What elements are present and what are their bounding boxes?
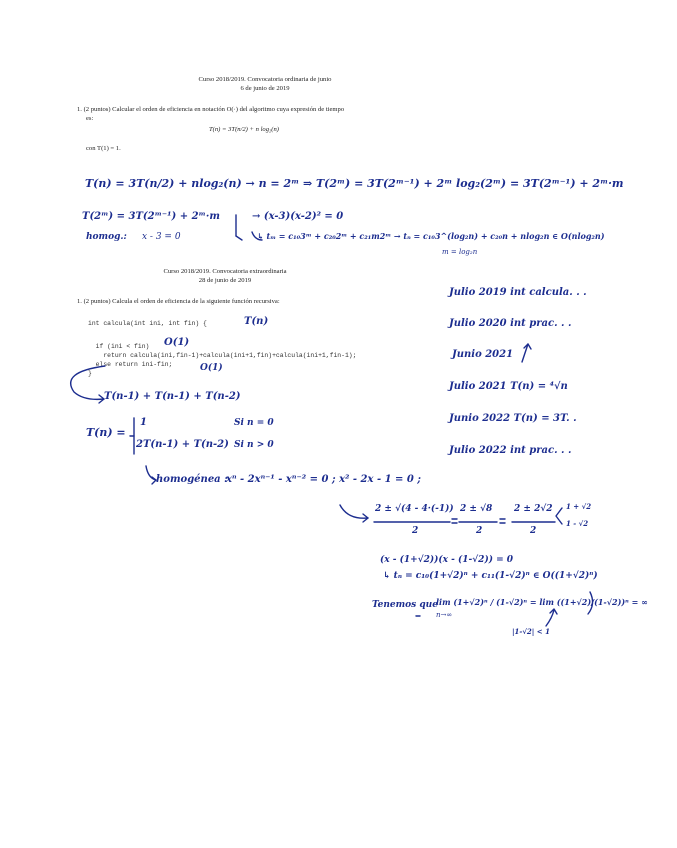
hook-arrow-2 <box>146 466 156 480</box>
notes2-sum: T(n-1) + T(n-1) + T(n-2) <box>104 391 241 402</box>
notes1-line2-arrow: → (x-3)(x-2)² = 0 <box>252 211 344 222</box>
notes2-homog-label: homogénea : <box>156 474 228 485</box>
code-line-1: int calcula(int ini, int fin) { <box>88 320 207 327</box>
code-tn-mark: T(n) <box>244 316 269 327</box>
code-o1-mark-a: O(1) <box>164 337 190 348</box>
notes1-homog-eq: x - 3 = 0 <box>142 232 181 242</box>
exam2-question: 1. (2 puntos) Calcula el orden de eficiencia de la siguiente función recursiva: <box>77 298 280 305</box>
code-line-4: return calcula(ini,fin-1)+calcula(ini+1,fin)+calcula(ini+1,fin-1); <box>88 352 357 359</box>
notes2-case2-value: 2T(n-1) + T(n-2) <box>136 439 229 450</box>
notes1-m-note: m = log₂n <box>442 248 478 256</box>
hook-arrow-3 <box>340 505 368 518</box>
exam1-condition: con T(1) = 1. <box>86 145 121 152</box>
notes1-solution: ↳ tₘ = c₁₀3ᵐ + c₂₀2ᵐ + c₂₁m2ᵐ → tₙ = c₁₀3^(log₂n) + c₂₀n + nlog₂n ∈ O(nlog₂n) <box>257 231 605 241</box>
side-note-3: Junio 2021 <box>452 349 514 360</box>
notes2-case1-value: 1 <box>140 417 147 428</box>
notes2-factored: (x - (1+√2))(x - (1-√2)) = 0 <box>380 555 514 565</box>
side-arrow-head <box>524 344 531 349</box>
exam1-question-cont: es: <box>86 115 94 122</box>
side-note-4: Julio 2021 T(n) = ⁴√n <box>449 381 568 392</box>
code-line-6: } <box>88 370 92 377</box>
notes2-homog-eq: xⁿ - 2xⁿ⁻¹ - xⁿ⁻² = 0 ; x² - 2x - 1 = 0 ; <box>226 474 421 485</box>
side-note-2: Julio 2020 int prac. . . <box>449 318 572 329</box>
brace-1-hook <box>236 236 242 240</box>
notes2-case1-cond: Si n = 0 <box>234 418 274 428</box>
code-line-3: if (ini < fin) <box>88 343 150 350</box>
side-note-6: Julio 2022 int prac. . . <box>449 445 572 456</box>
exam2-heading-line1: Curso 2018/2019. Convocatoria extraordinaria <box>163 268 287 275</box>
notes2-solution: ↳ tₙ = c₁₀(1+√2)ⁿ + c₁₁(1-√2)ⁿ ∈ O((1+√2)ⁿ) <box>383 571 598 581</box>
quad2-num: 2 ± √8 <box>460 504 493 514</box>
notes2-case2-cond: Si n > 0 <box>234 440 274 450</box>
root-plus: 1 + √2 <box>566 502 592 511</box>
exam2-heading-line2: 28 de junio de 2019 <box>198 277 252 284</box>
side-note-1: Julio 2019 int calcula. . . <box>449 287 587 298</box>
notes1-homog-label: homog.: <box>86 232 127 242</box>
limit-expr: lim (1+√2)ⁿ / (1-√2)ⁿ = lim ((1+√2)/(1-√2))ⁿ = ∞ <box>436 597 648 607</box>
notes2-piecewise-lhs: T(n) = <box>86 426 126 439</box>
code-line-5: else return ini-fin; <box>88 361 173 368</box>
quad3-den: 2 <box>530 526 537 536</box>
limit-sub: n→∞ <box>436 611 453 619</box>
exam1-heading-line1: Curso 2018/2019. Convocatoria ordinaria de junio <box>198 76 332 83</box>
hook-arrow-3-head <box>363 514 368 522</box>
exam1-formula: T(n) = 3T(n/2) + n log₂(n) <box>209 126 279 133</box>
quad1-den: 2 <box>412 526 419 536</box>
limit-note-arrow <box>546 610 554 626</box>
notes1-line2: T(2ᵐ) = 3T(2ᵐ⁻¹) + 2ᵐ·m <box>82 211 220 222</box>
side-note-5: Junio 2022 T(n) = 3T. . <box>449 413 577 424</box>
exam1-question: 1. (2 puntos) Calcular el orden de eficiencia en notación O(·) del algoritmo cuya expresión de tiempo <box>77 106 345 113</box>
quad3-num: 2 ± 2√2 <box>514 504 553 514</box>
side-arrow <box>522 344 528 362</box>
roots-bracket <box>556 508 562 524</box>
code-o1-mark-b: O(1) <box>200 363 223 373</box>
limit-intro: Tenemos que <box>372 600 438 610</box>
exam1-heading-line2: 6 de junio de 2019 <box>240 85 290 92</box>
limit-note: |1-√2| < 1 <box>512 627 550 636</box>
notes1-line1: T(n) = 3T(n/2) + nlog₂(n) → n = 2ᵐ ⇒ T(2ᵐ) = 3T(2ᵐ⁻¹) + 2ᵐ log₂(2ᵐ) = 3T(2ᵐ⁻¹) + 2ᵐ·m <box>85 177 624 190</box>
limit-note-arrow-head <box>550 609 557 614</box>
quad2-den: 2 <box>476 526 483 536</box>
quad1-num: 2 ± √(4 - 4·(-1)) <box>375 504 454 514</box>
root-minus: 1 - √2 <box>566 519 589 528</box>
